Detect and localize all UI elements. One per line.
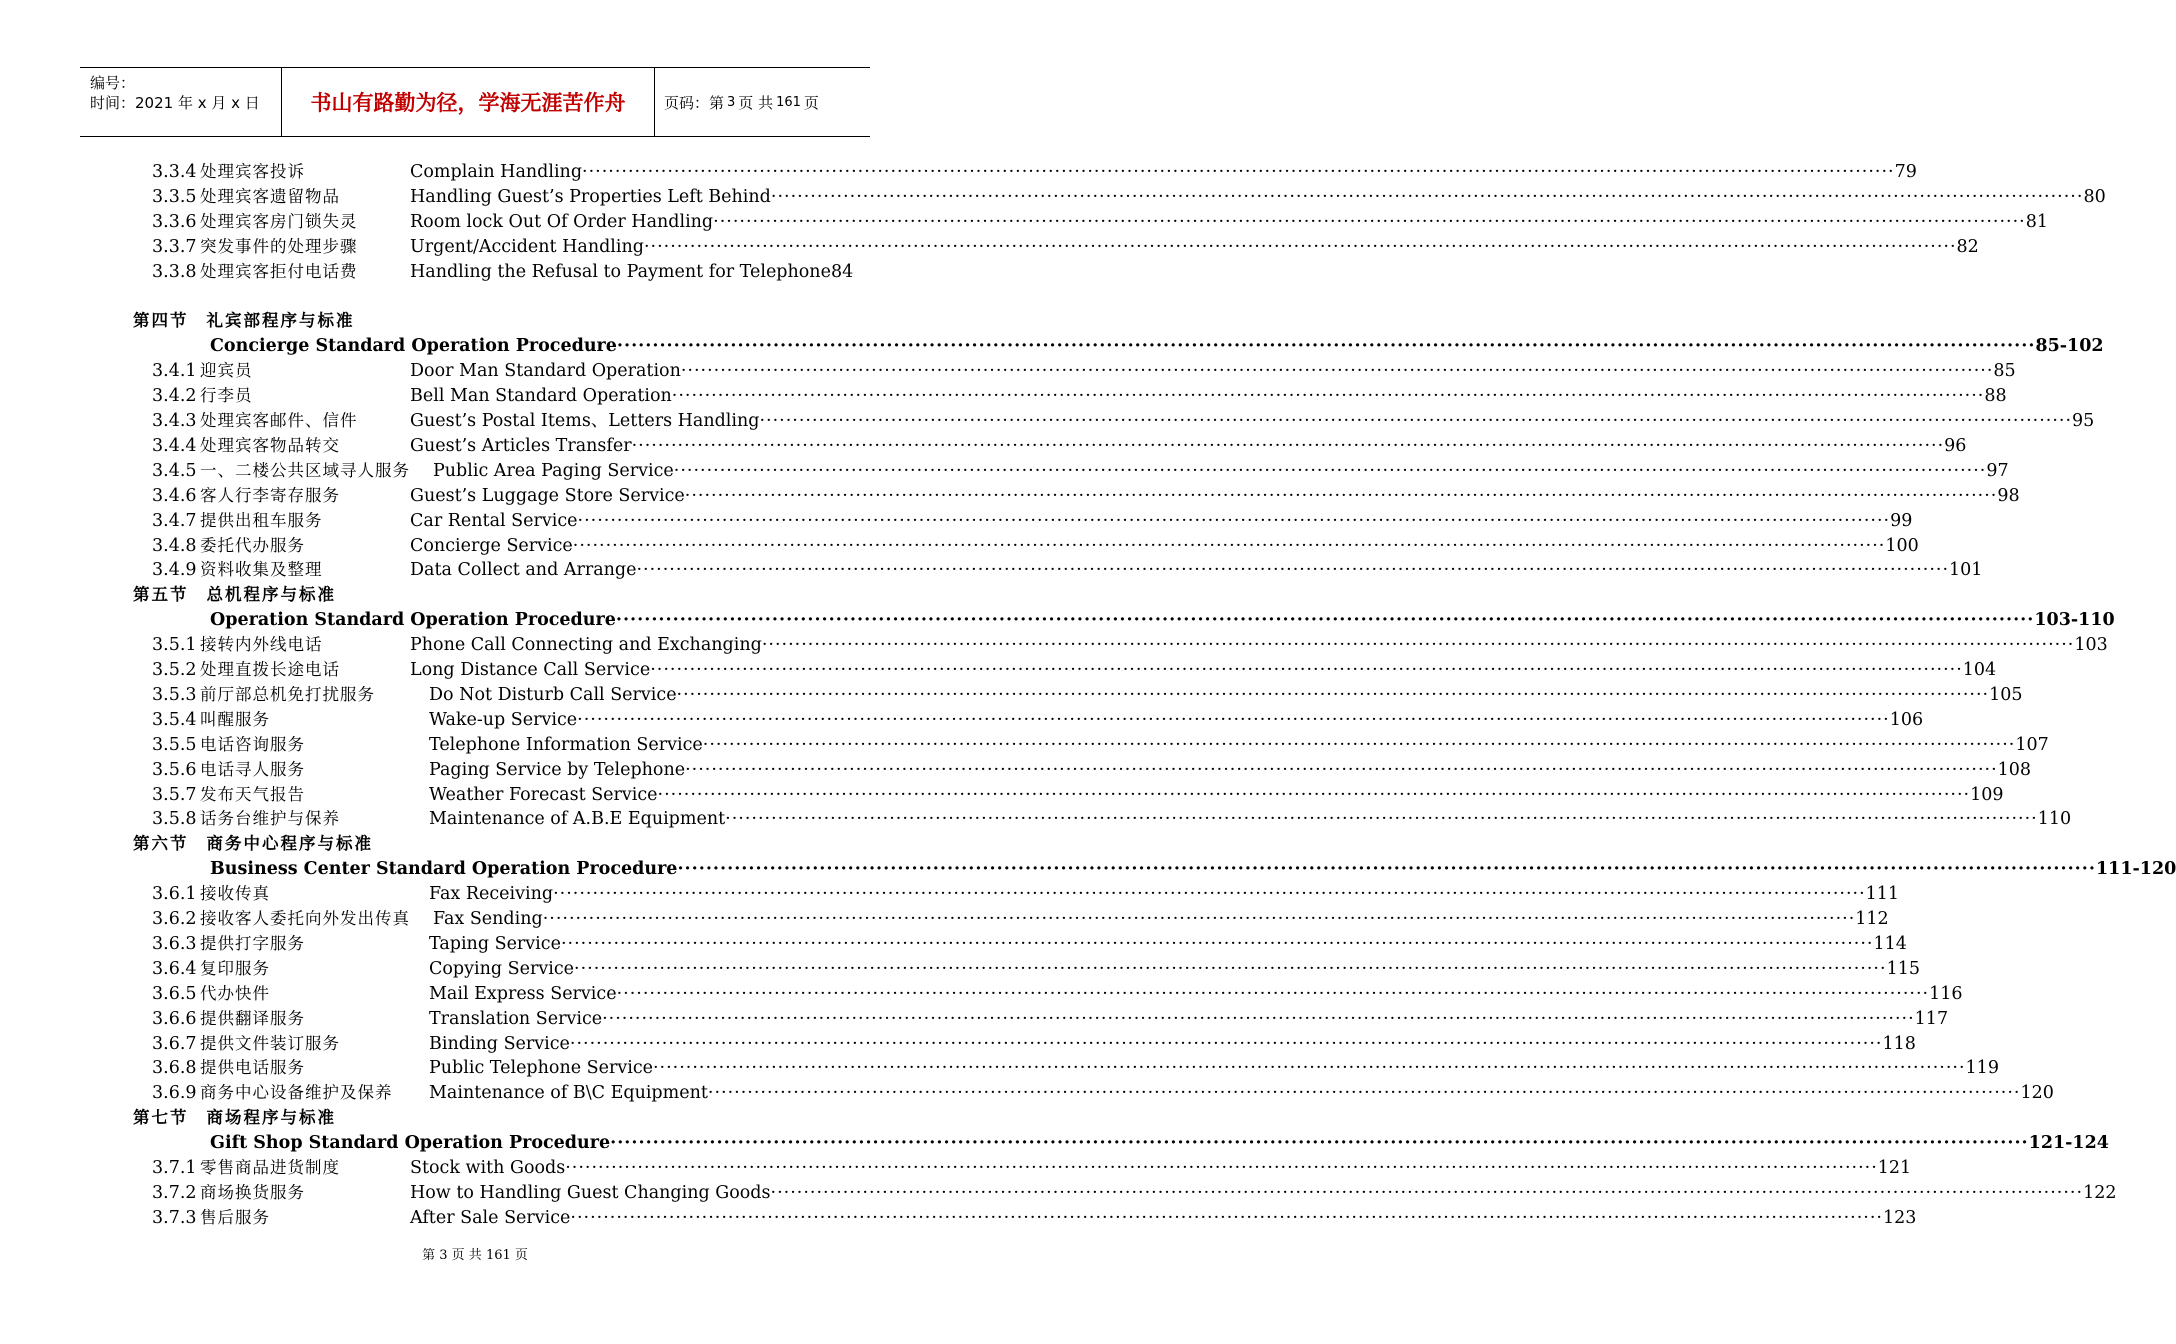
section-pages: 103-110	[2034, 610, 2115, 631]
entry-number: 3.4.1	[152, 361, 197, 382]
entry-page: 84	[830, 261, 854, 282]
dot-leader: ········································································································································································································	[680, 361, 1994, 382]
toc-entry[interactable]	[0, 235, 1979, 259]
toc-entry[interactable]	[0, 185, 2106, 209]
entry-title-zh: 商务中心设备维护及保养	[200, 1083, 393, 1103]
entry-number: 3.5.7	[152, 784, 197, 805]
entry-title-en-wrap	[429, 982, 1963, 1006]
entry-title-en-wrap	[433, 907, 1889, 931]
page-header	[80, 67, 870, 137]
toc-entry[interactable]	[0, 807, 2072, 831]
entry-title-en-wrap	[429, 1032, 1916, 1056]
entry-page: 105	[1989, 684, 2023, 705]
section-heading-en	[210, 334, 2104, 358]
entry-number: 3.4.3	[152, 411, 197, 431]
entry-number: 3.5.1	[152, 635, 197, 656]
entry-title-en-wrap	[429, 932, 1907, 956]
section-title-en: Gift Shop Standard Operation Procedure	[210, 1133, 611, 1154]
entry-title-zh: 资料收集及整理	[200, 560, 323, 580]
entry-title-en-wrap	[429, 708, 1924, 732]
entry-title-zh: 提供出租车服务	[200, 510, 323, 530]
entry-number: 3.6.8	[152, 1058, 197, 1079]
toc-entry[interactable]	[0, 783, 2004, 807]
entry-title-zh: 零售商品进货制度	[200, 1158, 340, 1177]
entry-page: 107	[2015, 734, 2049, 755]
entry-title-zh: 提供电话服务	[200, 1058, 305, 1078]
dot-leader: ········································································································································································································	[657, 784, 1971, 805]
entry-number: 3.3.6	[152, 211, 197, 232]
entry-page: 123	[1882, 1207, 1917, 1228]
entry-title-zh: 一、二楼公共区域寻人服务	[200, 460, 410, 480]
entry-title-zh: 处理宾客房门锁失灵	[200, 211, 358, 231]
entry-title-zh: 电话寻人服务	[200, 759, 305, 779]
toc-entry[interactable]	[0, 534, 1919, 558]
toc-entry[interactable]	[0, 1056, 1999, 1080]
dot-leader: ········································································································································································································	[707, 1083, 2021, 1104]
entry-title-en: Mail Express Service	[429, 983, 617, 1004]
entry-page: 88	[1984, 386, 2007, 407]
entry-number: 3.6.5	[152, 983, 197, 1004]
entry-page: 103	[2074, 635, 2108, 656]
entry-title-en-wrap	[429, 882, 1900, 906]
page-current: 3	[727, 94, 736, 110]
section-title: 商场程序与标准	[206, 1108, 336, 1128]
toc-entry[interactable]	[0, 1032, 1916, 1056]
entry-title-en-wrap	[410, 509, 1913, 533]
footer-suffix: 页	[514, 1248, 528, 1263]
entry-title-en-wrap	[410, 633, 2108, 657]
entry-title-en-wrap	[410, 558, 1983, 582]
footer-current: 3	[439, 1248, 448, 1263]
entry-title-zh: 提供打字服务	[200, 933, 305, 953]
toc-entry[interactable]	[0, 982, 1963, 1006]
section-pages: 111-120	[2095, 859, 2176, 880]
entry-page: 122	[2083, 1182, 2117, 1203]
entry-number: 3.6.6	[152, 1008, 197, 1029]
entry-title-en-wrap	[410, 384, 2007, 408]
entry-title-en: Concierge Service	[410, 535, 573, 556]
entry-title-zh: 处理宾客拒付电话费	[200, 261, 358, 281]
dot-leader: ········································································································································································································	[569, 1033, 1883, 1054]
entry-title-en-wrap	[410, 235, 1979, 259]
entry-title-en-wrap	[429, 807, 2072, 831]
entry-title-en-wrap	[429, 683, 2023, 707]
entry-title-en: Fax Sending	[433, 909, 543, 929]
dot-leader: ········································································································································································································	[650, 660, 1963, 680]
entry-title-en: Guest’s Postal Items、Letters Handling	[410, 411, 760, 431]
entry-page: 80	[2083, 186, 2106, 207]
entry-title-en-wrap	[410, 409, 2095, 433]
toc-entry[interactable]	[0, 1206, 1917, 1230]
entry-title-en: Data Collect and Arrange	[410, 560, 637, 581]
time-label: 时间：2021 年 x 月 x 日	[90, 94, 260, 112]
entry-title-zh: 复印服务	[200, 958, 270, 978]
entry-page: 101	[1949, 560, 1983, 581]
toc-entry[interactable]	[0, 957, 1920, 981]
section-title-en: Business Center Standard Operation Procedure	[210, 859, 678, 880]
entry-title-zh: 接转内外线电话	[200, 635, 323, 655]
toc-entry[interactable]	[0, 882, 1900, 906]
footer-mid: 页 共	[451, 1248, 482, 1263]
dot-leader: ········································································································································································································	[759, 411, 2073, 431]
entry-title-en: Guest’s Articles Transfer	[410, 435, 632, 456]
entry-number: 3.5.8	[152, 809, 197, 830]
dot-leader: ········································································································································································································	[610, 1133, 2029, 1154]
entry-title-zh: 话务台维护与保养	[200, 809, 340, 829]
header-page-info	[664, 68, 870, 136]
entry-page: 114	[1873, 933, 1907, 954]
entry-number: 3.5.4	[152, 709, 197, 730]
entry-title-zh: 接收传真	[200, 884, 270, 904]
dot-leader: ········································································································································································································	[572, 535, 1886, 556]
entry-title-zh: 商场换货服务	[200, 1182, 305, 1202]
page-prefix: 页码：第	[664, 93, 725, 112]
toc-entry[interactable]	[0, 260, 950, 284]
entry-page: 121	[1877, 1158, 1912, 1178]
dot-leader: ········································································································································································································	[602, 1008, 1915, 1029]
entry-title-en-wrap	[429, 1007, 1949, 1031]
entry-title-zh: 提供文件装订服务	[200, 1033, 340, 1053]
entry-page: 98	[1997, 485, 2020, 506]
dot-leader: ········································································································································································································	[565, 1158, 1878, 1178]
entry-title-en: Long Distance Call Service	[410, 660, 651, 680]
entry-title-en: Maintenance of B\C Equipment	[429, 1083, 708, 1104]
entry-page: 99	[1890, 510, 1913, 531]
entry-number: 3.5.2	[152, 660, 197, 680]
number-label: 编号：	[90, 74, 136, 92]
entry-title-en-wrap	[410, 1156, 1912, 1180]
dot-leader: ········································································································································································································	[702, 734, 2016, 755]
dot-leader: ········································································································································································································	[616, 336, 2036, 357]
entry-title-en: Copying Service	[429, 958, 574, 979]
entry-page: 120	[2020, 1083, 2054, 1104]
toc-entry[interactable]	[0, 708, 1924, 732]
entry-title-en-wrap	[429, 783, 2004, 807]
entry-title-en: Public Area Paging Service	[433, 460, 674, 481]
toc-entry[interactable]	[0, 509, 1913, 533]
entry-title-zh: 处理宾客投诉	[200, 162, 305, 181]
entry-title-zh: 电话咨询服务	[200, 734, 305, 754]
entry-title-en-wrap	[410, 1206, 1917, 1230]
dot-leader: ········································································································································································································	[582, 162, 1895, 182]
section-number: 第七节	[133, 1108, 189, 1128]
section-title: 总机程序与标准	[206, 585, 336, 605]
entry-title-zh: 前厅部总机免打扰服务	[200, 684, 375, 704]
entry-page: 82	[1956, 236, 1979, 257]
header-divider	[654, 68, 655, 136]
entry-title-en: How to Handling Guest Changing Goods	[410, 1182, 771, 1203]
entry-page: 116	[1929, 983, 1963, 1004]
entry-page: 117	[1914, 1008, 1949, 1029]
entry-title-zh: 叫醒服务	[200, 709, 270, 729]
section-heading-en	[210, 857, 2176, 881]
entry-page: 97	[1986, 460, 2009, 481]
dot-leader: ········································································································································································································	[713, 211, 2026, 232]
toc-entry[interactable]	[0, 633, 2108, 657]
dot-leader: ········································································································································································································	[643, 236, 1957, 257]
entry-title-en: Stock with Goods	[410, 1158, 566, 1178]
entry-title-en: Car Rental Service	[410, 510, 578, 531]
entry-number: 3.4.7	[152, 510, 197, 531]
entry-page: 95	[2072, 411, 2095, 431]
entry-number: 3.5.6	[152, 759, 197, 780]
entry-number: 3.3.5	[152, 186, 197, 207]
entry-title-en: Guest’s Luggage Store Service	[410, 485, 685, 506]
entry-number: 3.4.5	[152, 460, 197, 481]
dot-leader: ········································································································································································································	[684, 485, 1998, 506]
section-heading-zh	[133, 1106, 336, 1130]
entry-number: 3.6.9	[152, 1083, 197, 1104]
entry-number: 3.7.2	[152, 1182, 197, 1203]
dot-leader: ········································································································································································································	[542, 909, 1856, 929]
entry-page: 96	[1944, 435, 1967, 456]
entry-title-en: Complain Handling	[410, 162, 583, 182]
entry-title-en: Maintenance of A.B.E Equipment	[429, 809, 726, 830]
entry-title-zh: 迎宾员	[200, 361, 253, 381]
dot-leader: ········································································································································································································	[770, 186, 2084, 207]
entry-title-en-wrap	[410, 484, 2020, 508]
entry-number: 3.4.8	[152, 535, 197, 556]
entry-title-en: Phone Call Connecting and Exchanging	[410, 635, 762, 656]
entry-page: 108	[1997, 759, 2032, 780]
dot-leader: ········································································································································································································	[725, 809, 2038, 830]
toc-entry[interactable]	[0, 1081, 2054, 1105]
toc-entry[interactable]	[0, 160, 1917, 184]
entry-title-zh: 客人行李寄存服务	[200, 485, 340, 505]
entry-title-en-wrap	[429, 957, 1920, 981]
section-heading-en	[210, 1131, 2109, 1155]
dot-leader: ········································································································································································································	[685, 759, 1998, 780]
toc-entry[interactable]	[0, 210, 2048, 234]
entry-title-en-wrap	[410, 185, 2106, 209]
section-heading-en	[210, 608, 2115, 632]
dot-leader: ········································································································································································································	[770, 1182, 2084, 1203]
entry-title-en: Door Man Standard Operation	[410, 361, 681, 382]
entry-number: 3.6.1	[152, 884, 197, 905]
entry-title-en: Room lock Out Of Order Handling	[410, 211, 714, 232]
entry-title-zh: 售后服务	[200, 1207, 270, 1227]
entry-title-zh: 代办快件	[200, 983, 270, 1003]
toc-entry[interactable]	[0, 484, 2020, 508]
entry-page: 109	[1970, 784, 2004, 805]
toc-entry[interactable]	[0, 932, 1907, 956]
footer-prefix: 第	[422, 1248, 436, 1263]
entry-title-en: Fax Receiving	[429, 884, 554, 905]
entry-title-en-wrap	[433, 459, 2009, 483]
entry-number: 3.6.4	[152, 958, 197, 979]
section-pages: 121-124	[2028, 1133, 2109, 1154]
entry-title-en-wrap	[429, 733, 2049, 757]
entry-title-zh: 处理宾客物品转交	[200, 435, 340, 455]
entry-title-en: Do Not Disturb Call Service	[429, 684, 677, 705]
page-suffix: 页	[803, 93, 819, 112]
section-title-en: Concierge Standard Operation Procedure	[210, 336, 617, 357]
dot-leader: ········································································································································································································	[671, 386, 1985, 407]
entry-title-en-wrap	[410, 160, 1917, 184]
section-heading-zh	[133, 583, 336, 607]
toc-entry[interactable]	[0, 1007, 1949, 1031]
section-title: 商务中心程序与标准	[206, 834, 373, 854]
page-mid: 页 共	[738, 93, 774, 112]
entry-title-zh: 处理直拨长途电话	[200, 660, 340, 679]
entry-title-en: Paging Service by Telephone	[429, 759, 686, 780]
entry-title-en: Urgent/Accident Handling	[410, 236, 644, 257]
toc-entry[interactable]	[0, 683, 2023, 707]
entry-title-en-wrap	[410, 434, 1967, 458]
entry-number: 3.3.7	[152, 236, 197, 257]
page-total: 161	[776, 94, 801, 110]
entry-title-en-wrap	[410, 534, 1919, 558]
entry-page: 79	[1894, 162, 1917, 182]
header-motto: 书山有路勤为径，学海无涯苦作舟	[310, 91, 626, 115]
entry-title-en-wrap	[410, 658, 1997, 682]
entry-page: 118	[1882, 1033, 1916, 1054]
entry-title-en: Translation Service	[429, 1008, 603, 1029]
entry-title-zh: 行李员	[200, 386, 253, 406]
entry-title-en-wrap	[429, 758, 2032, 782]
entry-number: 3.4.4	[152, 435, 197, 456]
entry-page: 104	[1962, 660, 1997, 680]
entry-page: 100	[1885, 535, 1919, 556]
dot-leader: ········································································································································································································	[761, 635, 2075, 656]
footer-total: 161	[485, 1248, 511, 1263]
dot-leader: ········································································································································································································	[636, 560, 1950, 581]
entry-number: 3.6.3	[152, 933, 197, 954]
page-footer	[0, 1244, 950, 1263]
toc-entry[interactable]	[0, 558, 1983, 582]
dot-leader: ········································································································································································································	[577, 510, 1891, 531]
dot-leader: ········································································································································································································	[673, 460, 1987, 481]
section-title-en: Operation Standard Operation Procedure	[210, 610, 616, 631]
entry-title-en-wrap	[410, 359, 2016, 383]
dot-leader: ········································································································································································································	[677, 859, 2096, 880]
header-meta	[80, 68, 280, 136]
entry-number: 3.6.2	[152, 909, 197, 929]
entry-page: 119	[1965, 1058, 1999, 1079]
entry-number: 3.4.9	[152, 560, 197, 581]
entry-title-en-wrap	[429, 1056, 1999, 1080]
entry-page: 106	[1889, 709, 1924, 730]
toc-entry[interactable]	[0, 434, 1967, 458]
entry-title-en: Wake-up Service	[429, 709, 578, 730]
toc-entry[interactable]	[0, 459, 2009, 483]
entry-page: 81	[2025, 211, 2048, 232]
dot-leader: ········································································································································································································	[577, 709, 1890, 730]
dot-leader: ········································································································································································································	[560, 933, 1874, 954]
toc-entry[interactable]	[0, 907, 1889, 931]
entry-title-zh: 委托代办服务	[200, 535, 305, 555]
entry-title-en: Handling the Refusal to Payment for Telephone	[410, 261, 831, 282]
entry-page: 111	[1865, 884, 1900, 905]
section-number: 第四节	[133, 311, 189, 331]
entry-number: 3.7.3	[152, 1207, 197, 1228]
entry-title-zh: 发布天气报告	[200, 784, 305, 804]
toc-entry[interactable]	[0, 658, 1997, 682]
toc-entry[interactable]	[0, 409, 2095, 433]
entry-page: 85	[1993, 361, 2016, 382]
dot-leader: ········································································································································································································	[570, 1207, 1883, 1228]
entry-number: 3.3.8	[152, 261, 197, 282]
entry-title-en: Binding Service	[429, 1033, 570, 1054]
entry-number: 3.6.7	[152, 1033, 197, 1054]
entry-title-zh: 处理宾客遗留物品	[200, 186, 340, 206]
dot-leader: ········································································································································································································	[631, 435, 1945, 456]
entry-page: 110	[2037, 809, 2072, 830]
entry-number: 3.5.5	[152, 734, 197, 755]
dot-leader: ········································································································································································································	[574, 958, 1887, 979]
section-title: 礼宾部程序与标准	[206, 311, 355, 331]
section-heading-zh	[133, 309, 355, 333]
entry-title-en: Weather Forecast Service	[429, 784, 658, 805]
dot-leader: ········································································································································································································	[615, 610, 2035, 631]
toc-entry[interactable]	[0, 1156, 1912, 1180]
dot-leader: ········································································································································································································	[616, 983, 1930, 1004]
section-pages: 85-102	[2035, 336, 2104, 357]
dot-leader: ········································································································································································································	[676, 684, 1990, 705]
entry-title-en: Public Telephone Service	[429, 1058, 653, 1079]
entry-title-en: Handling Guest’s Properties Left Behind	[410, 186, 771, 207]
entry-title-en: Telephone Information Service	[429, 734, 703, 755]
entry-number: 3.3.4	[152, 162, 197, 182]
toc-entry[interactable]	[0, 359, 2016, 383]
entry-title-en-wrap	[410, 210, 2048, 234]
section-number: 第五节	[133, 585, 189, 605]
toc-entry[interactable]	[0, 758, 2032, 782]
dot-leader: ········································································································································································································	[553, 884, 1866, 905]
entry-title-en-wrap	[429, 1081, 2054, 1105]
entry-number: 3.5.3	[152, 684, 197, 705]
entry-title-en-wrap	[410, 1181, 2117, 1205]
entry-title-zh: 突发事件的处理步骤	[200, 236, 358, 256]
toc-entry[interactable]	[0, 733, 2049, 757]
entry-number: 3.7.1	[152, 1158, 197, 1178]
entry-title-en: After Sale Service	[410, 1207, 571, 1228]
entry-title-en-wrap	[410, 260, 854, 284]
entry-page: 112	[1855, 909, 1889, 929]
toc-entry[interactable]	[0, 1181, 2117, 1205]
entry-title-zh: 处理宾客邮件、信件	[200, 411, 358, 430]
entry-title-zh: 提供翻译服务	[200, 1008, 305, 1028]
toc-entry[interactable]	[0, 384, 2007, 408]
entry-number: 3.4.2	[152, 386, 197, 407]
section-heading-zh	[133, 832, 373, 856]
entry-title-en: Bell Man Standard Operation	[410, 386, 672, 407]
entry-number: 3.4.6	[152, 485, 197, 506]
dot-leader: ········································································································································································································	[652, 1058, 1966, 1079]
entry-page: 115	[1886, 958, 1920, 979]
section-number: 第六节	[133, 834, 189, 854]
entry-title-zh: 接收客人委托向外发出传真	[200, 909, 410, 928]
entry-title-en: Taping Service	[429, 933, 561, 954]
